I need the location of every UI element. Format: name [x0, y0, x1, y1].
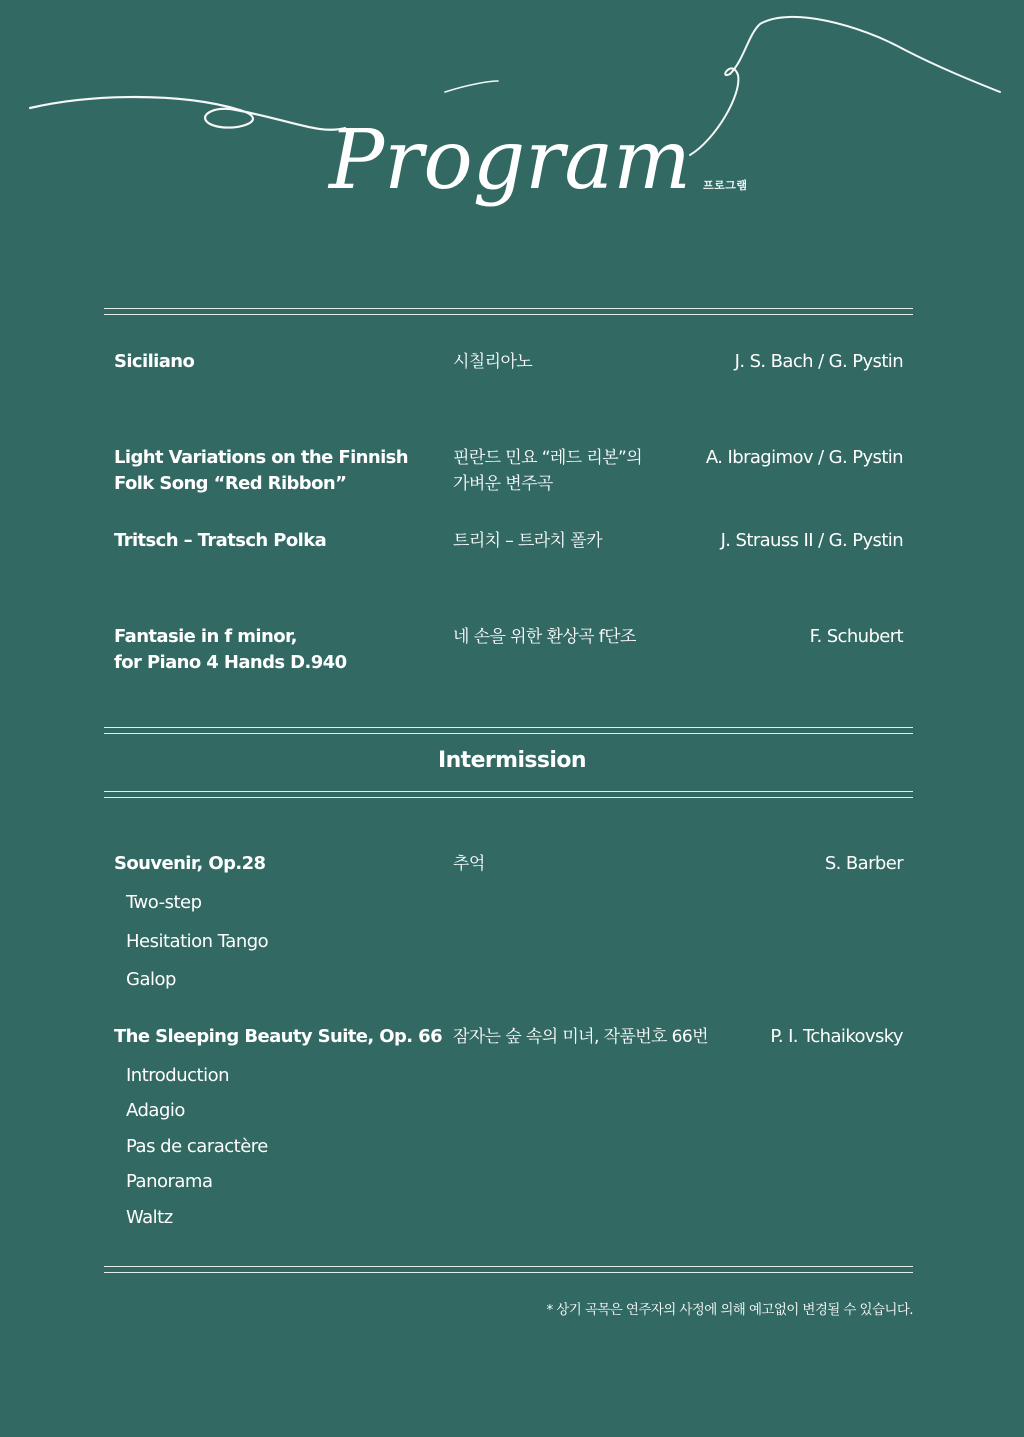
piece-korean-title: 네 손을 위한 환상곡 f단조 — [453, 627, 636, 647]
piece-korean-title: 추억 — [453, 854, 485, 874]
piece-title: The Sleeping Beauty Suite, Op. 66 — [114, 1026, 443, 1047]
program-title-swash — [0, 0, 1024, 260]
piece-title: Light Variations on the Finnish Folk Song “Red Ribbon” — [114, 447, 408, 494]
divider-intermission-bottom — [104, 791, 913, 798]
piece-korean-title: 시칠리아노 — [453, 352, 533, 372]
program-script-title: Program — [328, 113, 692, 208]
piece-composer: J. S. Bach / G. Pystin — [734, 351, 903, 372]
divider-top — [104, 308, 913, 315]
movement-item: Pas de caractère — [126, 1136, 268, 1157]
piece-composer: S. Barber — [824, 853, 903, 874]
piece-title: Tritsch – Tratsch Polka — [114, 530, 327, 551]
movement-item: Adagio — [126, 1100, 185, 1121]
divider-bottom — [104, 1266, 913, 1273]
piece-title: Fantasie in f minor, for Piano 4 Hands D.940 — [114, 626, 347, 673]
movement-item: Hesitation Tango — [126, 931, 269, 952]
piece-composer: P. I. Tchaikovsky — [770, 1026, 903, 1047]
movement-item: Two-step — [126, 892, 202, 913]
title-korean: 프로그램 — [703, 179, 748, 192]
piece-korean-title: 잠자는 숲 속의 미녀, 작품번호 66번 — [453, 1027, 708, 1047]
piece-composer: A. Ibragimov / G. Pystin — [705, 447, 903, 468]
piece-composer: F. Schubert — [809, 626, 903, 647]
piece-composer: J. Strauss II / G. Pystin — [720, 530, 903, 551]
intermission-heading: Intermission — [438, 748, 586, 773]
footnote: * 상기 곡목은 연주자의 사정에 의해 예고없이 변경될 수 있습니다. — [546, 1302, 913, 1318]
movement-item: Galop — [126, 969, 176, 990]
piece-korean-title: 트리치 – 트라치 폴카 — [453, 531, 602, 551]
piece-title: Souvenir, Op.28 — [114, 853, 266, 874]
divider-intermission-top — [104, 727, 913, 734]
movement-item: Introduction — [126, 1065, 230, 1086]
piece-title: Siciliano — [114, 351, 195, 372]
piece-korean-title: 핀란드 민요 “레드 리본”의 가벼운 변주곡 — [453, 448, 643, 494]
movement-item: Panorama — [126, 1171, 213, 1192]
movement-item: Waltz — [126, 1207, 173, 1228]
